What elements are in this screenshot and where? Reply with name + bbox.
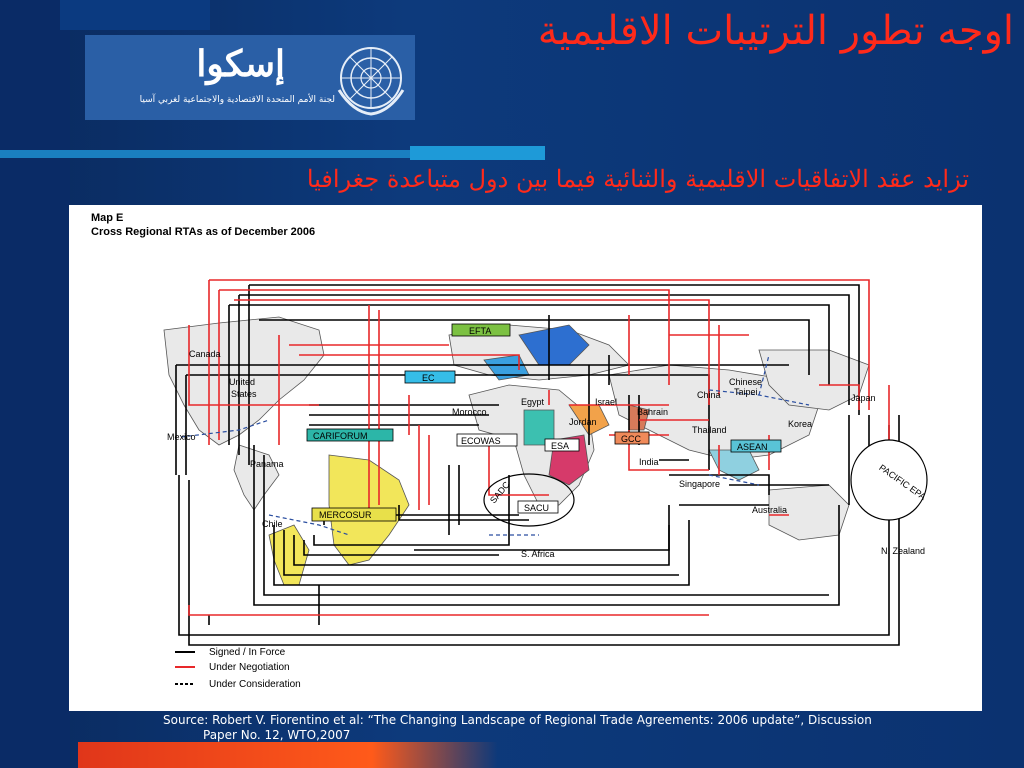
label-singapore: Singapore (679, 479, 721, 489)
source-line-1: Source: Robert V. Fiorentino et al: “The Changing Landscape of Regional Trade Agreements: 2006 update”, Discussion (163, 713, 872, 727)
box-asean: ASEAN (737, 442, 768, 452)
left-band (0, 0, 70, 768)
accent-bar (0, 150, 410, 158)
logo-subtitle: لجنة الأمم المتحدة الاقتصادية والاجتماعية لغربي آسيا (139, 95, 335, 105)
label-china: China (697, 390, 721, 400)
sadc-label: SADC (487, 479, 512, 506)
bottom-accent-bar (78, 742, 498, 768)
label-india: India (639, 457, 659, 467)
label-australia: Australia (752, 505, 788, 515)
box-sacu: SACU (524, 503, 550, 513)
legend-signed: Signed / In Force (209, 647, 286, 658)
box-ec: EC (422, 373, 435, 383)
source-note (163, 713, 943, 743)
box-efta: EFTA (469, 326, 492, 336)
label-chinese-taipei-2: Taipei (734, 387, 758, 397)
label-chile: Chile (262, 519, 283, 529)
pacific-epa-label: PACIFIC EPA (877, 462, 928, 502)
rta-map (69, 205, 982, 711)
accent-bar-highlight (410, 146, 545, 160)
label-mexico: Mexico (167, 432, 196, 442)
label-japan: Japan (851, 393, 876, 403)
label-us-2: States (231, 389, 257, 399)
label-jordan: Jordan (569, 417, 597, 427)
legend-consideration: Under Consideration (209, 679, 301, 690)
logo-name: إسكوا (196, 43, 285, 85)
box-mercosur: MERCOSUR (319, 510, 372, 520)
pacific-epa-ellipse (851, 440, 927, 520)
box-ecowas: ECOWAS (461, 436, 501, 446)
label-morocco: Morocco (452, 407, 487, 417)
rta-map-svg (69, 205, 982, 711)
label-panama: Panama (250, 459, 284, 469)
label-us-1: United (229, 377, 256, 387)
label-israel: Israel (595, 397, 618, 407)
label-korea: Korea (788, 419, 813, 429)
box-caricom: CARIFORUM (313, 431, 368, 441)
page-subtitle: تزايد عقد الاتفاقيات الاقليمية والثنائية فيما بين دول متباعدة جغرافيا (306, 165, 969, 193)
label-chinese-taipei-1: Chinese (729, 377, 763, 387)
label-bahrain: Bahrain (637, 407, 669, 417)
map-heading-1: Map E (91, 212, 124, 224)
un-emblem-icon (333, 40, 409, 116)
source-line-2: Paper No. 12, WTO,2007 (203, 728, 351, 742)
box-esa: ESA (551, 441, 570, 451)
label-n-zealand: N. Zealand (881, 546, 926, 556)
page-title: اوجه تطور الترتيبات الاقليمية (537, 8, 1014, 54)
label-s-africa: S. Africa (521, 549, 555, 559)
label-thailand: Thailand (692, 425, 727, 435)
escwa-logo (85, 35, 415, 120)
label-canada: Canada (189, 349, 221, 359)
legend-negotiation: Under Negotiation (209, 662, 290, 673)
top-strip (60, 0, 210, 30)
label-egypt: Egypt (521, 397, 545, 407)
map-legend (175, 647, 301, 690)
box-gcc: GCC (621, 434, 641, 444)
map-heading-2: Cross Regional RTAs as of December 2006 (91, 226, 316, 238)
